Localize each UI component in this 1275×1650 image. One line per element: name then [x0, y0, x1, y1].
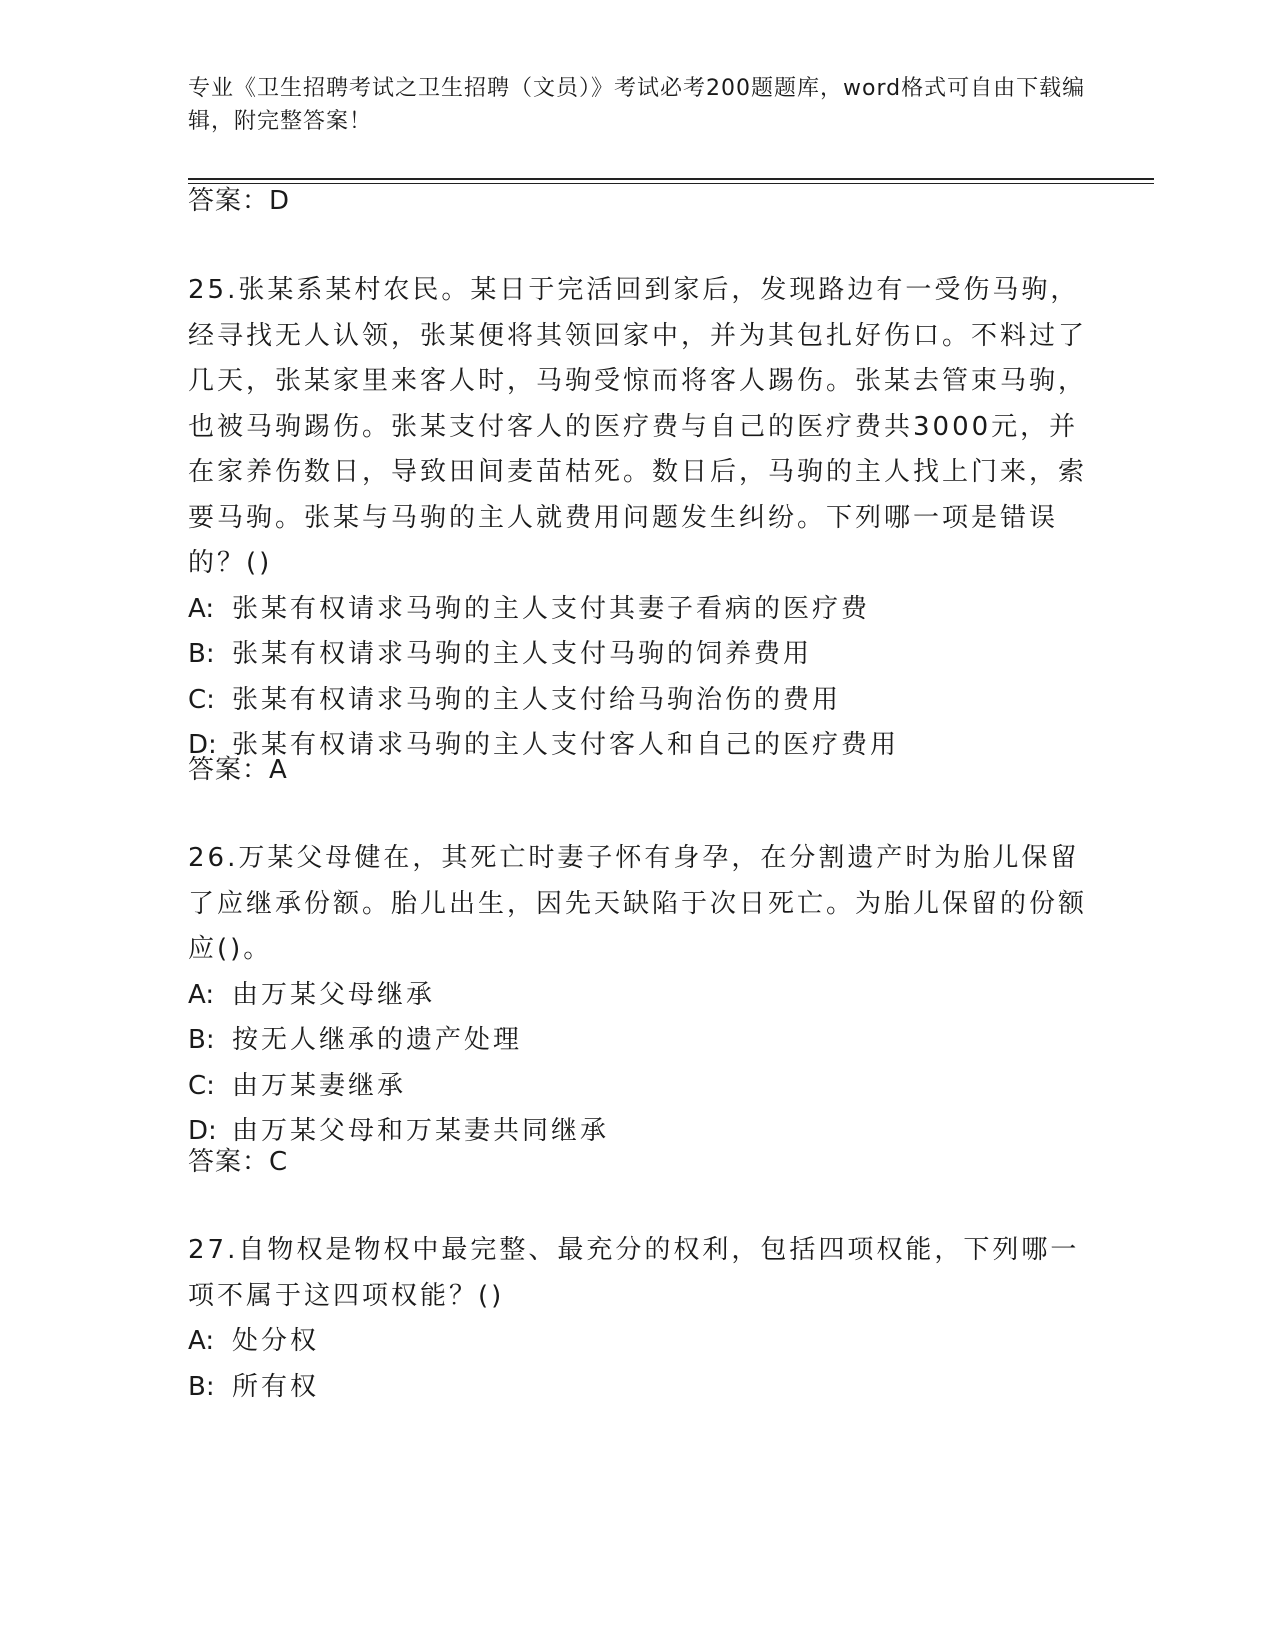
option-d — [188, 723, 1088, 769]
question-27 — [188, 1228, 1088, 1410]
question-25 — [188, 268, 1088, 769]
option-text: 张某有权请求马驹的主人支付客人和自己的医疗费用 — [232, 730, 900, 760]
option-text: 所有权 — [232, 1371, 320, 1402]
option-b — [188, 1365, 1088, 1411]
option-text: 由万某父母和万某妻共同继承 — [232, 1116, 610, 1146]
option-text: 张某有权请求马驹的主人支付给马驹治伤的费用 — [232, 684, 842, 715]
option-letter: C: — [188, 684, 215, 715]
question-stem: 25.张某系某村农民。某日于完活回到家后，发现路边有一受伤马驹，经寻找无人认领，张某便将其领回家中，并为其包扎好伤口。不料过了几天，张某家里来客人时，马驹受惊而将客人踢伤。张某去管束马驹，也被马驹踢伤。张某支付客人的医疗费与自己的医疗费共3000元，并在家养伤数日，导致田间麦苗枯死。数日后，马驹的主人找上门来，索要马驹。张某与马驹的主人就费用问题发生纠纷。下列哪一项是错误的？() — [188, 275, 1088, 578]
option-letter: B: — [188, 1371, 215, 1402]
option-a — [188, 1319, 1088, 1365]
option-text: 由万某妻继承 — [232, 1070, 407, 1101]
option-a — [188, 973, 1088, 1019]
answer-line: 答案：D — [188, 186, 291, 216]
option-letter: D: — [188, 1116, 217, 1146]
option-text: 张某有权请求马驹的主人支付马驹的饲养费用 — [232, 639, 813, 669]
question-stem: 27.自物权是物权中最完整、最充分的权利，包括四项权能，下列哪一项不属于这四项权能？() — [188, 1235, 1080, 1311]
option-d — [188, 1109, 1088, 1155]
option-letter: A: — [188, 593, 215, 624]
answer-line: 答案：A — [188, 755, 288, 785]
option-a — [188, 587, 1088, 633]
option-b — [188, 632, 1088, 678]
option-letter: B: — [188, 1025, 215, 1055]
option-letter: C: — [188, 1070, 215, 1101]
option-letter: B: — [188, 639, 215, 669]
option-text: 处分权 — [232, 1326, 320, 1356]
option-text: 由万某父母继承 — [232, 979, 436, 1010]
document-header: 专业《卫生招聘考试之卫生招聘（文员）》考试必考200题题库，word格式可自由下载编辑，附完整答案！ — [188, 76, 1086, 134]
option-letter: A: — [188, 979, 215, 1010]
option-letter: D: — [188, 730, 217, 760]
option-text: 张某有权请求马驹的主人支付其妻子看病的医疗费 — [232, 593, 871, 624]
option-c — [188, 1064, 1088, 1110]
header-divider-thin — [188, 183, 1154, 184]
option-letter: A: — [188, 1326, 215, 1356]
option-text: 按无人继承的遗产处理 — [232, 1025, 523, 1055]
question-26 — [188, 836, 1088, 1155]
header-divider-thick — [188, 178, 1154, 180]
option-c — [188, 678, 1088, 724]
option-b — [188, 1018, 1088, 1064]
answer-line: 答案：C — [188, 1147, 289, 1177]
question-stem: 26.万某父母健在，其死亡时妻子怀有身孕，在分割遗产时为胎儿保留了应继承份额。胎儿出生，因先天缺陷于次日死亡。为胎儿保留的份额应()。 — [188, 843, 1088, 964]
